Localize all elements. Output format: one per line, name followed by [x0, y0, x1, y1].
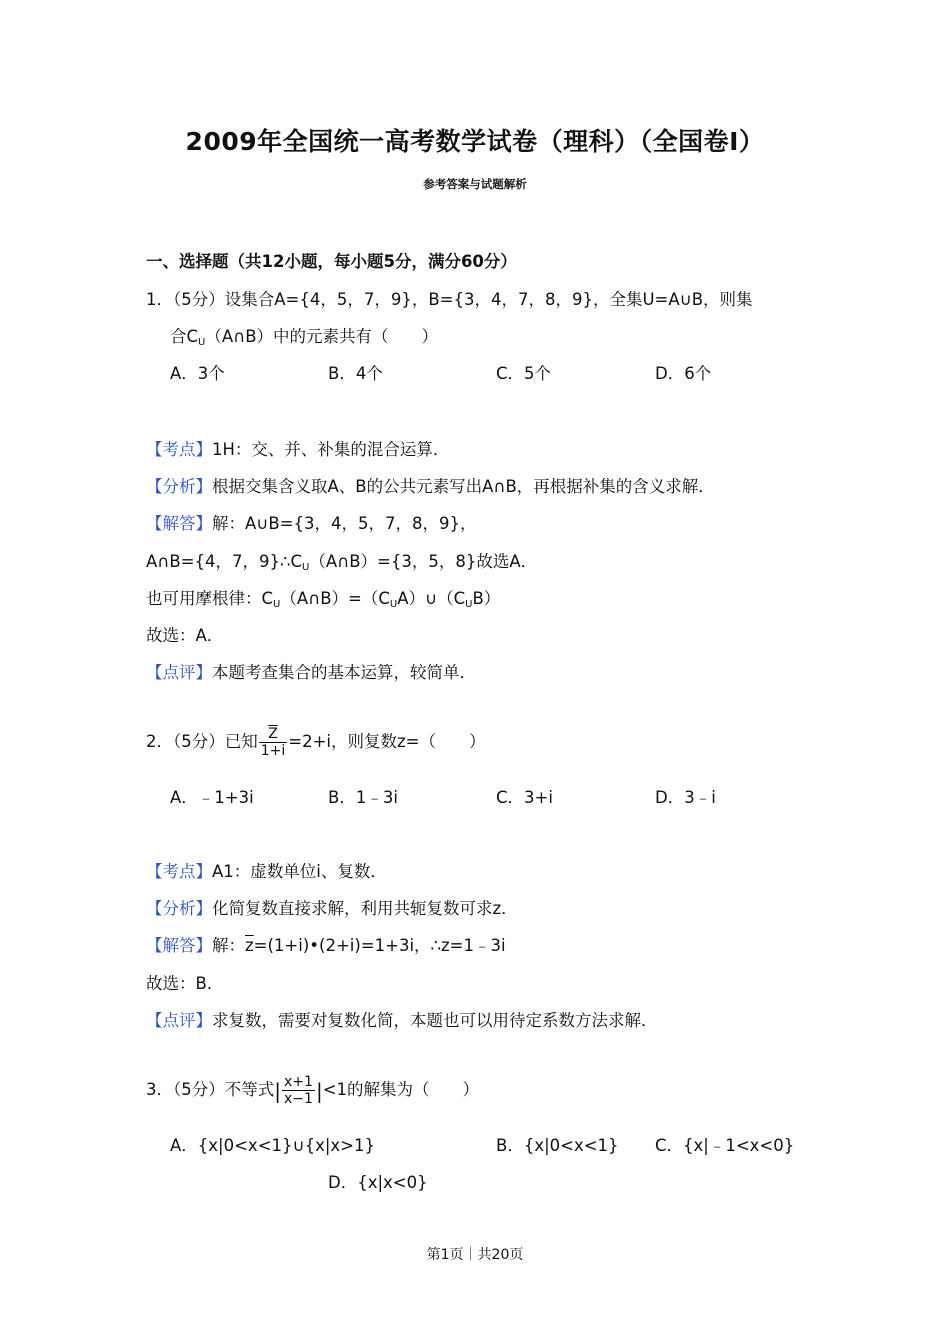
- q3-option-d: D．{x|x<0}: [328, 1173, 428, 1192]
- q1-solution-line: A∩B={4，7，$9\}\therefore C_U(A\cap B)=\{3$，5，8}故选A．: [146, 552, 538, 573]
- fenxi-tag: 【分析】: [146, 477, 212, 496]
- q2-stem: 2．（5分）已知 $\frac{\overline{Z}}{1+i}$ =2+i，则复数z=（ ）: [146, 726, 486, 760]
- q1-kaodian: 【考点】1H：交、并、补集的混合运算．: [146, 440, 450, 459]
- page-footer: 第1页｜共20页: [426, 1247, 524, 1263]
- q2-option-a: A．﹣1+3i: [170, 788, 254, 807]
- q2-answer: 故选：B．: [146, 974, 224, 993]
- q3-option-b: B．{x|0<x<1}: [496, 1136, 619, 1155]
- page-subtitle: 参考答案与试题解析: [423, 177, 527, 191]
- q1-fenxi: 【分析】根据交集含义取A、B的公共元素写出A∩B，再根据补集的含义求解．: [146, 477, 715, 496]
- q1-option-b: B．4个: [328, 364, 383, 383]
- section-heading: 一、选择题（共12小题，每小题5分，满分60分）: [146, 252, 517, 271]
- q3-option-a: A．{x|0<x<1}∪{x|x>1}: [170, 1136, 376, 1155]
- q3-stem: 3．（5分）不等式| $\frac{x+1}{x-1}$ |<1的解集为（ ）: [146, 1074, 480, 1108]
- q2-kaodian: 【考点】A1：虚数单位i、复数．: [146, 862, 387, 881]
- q2-option-d: D．3﹣i: [655, 788, 716, 807]
- page-title: 2009年全国统一高考数学试卷（理科）（全国卷Ⅰ）: [185, 127, 765, 156]
- q1-option-c: C．5个: [496, 364, 552, 383]
- kaodian-tag: 【考点】: [146, 440, 212, 459]
- q1-stem-line2: 合$C_U(A\cap B)$中的元素共有（ ）: [170, 327, 439, 348]
- jieda-tag: 【解答】: [146, 514, 212, 533]
- q2-option-b: B．1﹣3i: [328, 788, 398, 807]
- q1-option-d: D．6个: [655, 364, 712, 383]
- q2-fraction: $\frac{\overline{Z}}{1+i}$: [260, 726, 286, 760]
- q2-option-c: C．3+i: [496, 788, 553, 807]
- q1-option-a: A．3个: [170, 364, 225, 383]
- q1-morgan-line: 也可用摩根律：$C_U(A\cap B)=(C_UA)\cup(C_UB)$: [146, 589, 501, 610]
- dianping-tag: 【点评】: [146, 663, 212, 682]
- q1-stem-line1: 1．（5分）设集合A={4，5，7，9}，B={3，4，7，8，9}，全集U=A∪B，则集: [146, 290, 753, 309]
- q1-dianping: 【点评】本题考查集合的基本运算，较简单．: [146, 663, 476, 682]
- q2-dianping: 【点评】求复数，需要对复数化简，本题也可以用待定系数方法求解．: [146, 1011, 658, 1030]
- q3-fraction: $\frac{x+1}{x-1}$: [284, 1074, 313, 1108]
- q1-jieda: 【解答】解：A∪B={3，4，5，7，8，9}，: [146, 514, 477, 533]
- q3-option-c: C．{x|﹣1<x<0}: [655, 1136, 795, 1155]
- q2-fenxi: 【分析】化简复数直接求解，利用共轭复数可求z．: [146, 899, 518, 918]
- q1-answer: 故选：A．: [146, 626, 224, 645]
- q2-jieda: 【解答】解：$\overline{z}=(1+i)•(2+i)=1+3i$，∴z=1﹣3i: [146, 936, 506, 955]
